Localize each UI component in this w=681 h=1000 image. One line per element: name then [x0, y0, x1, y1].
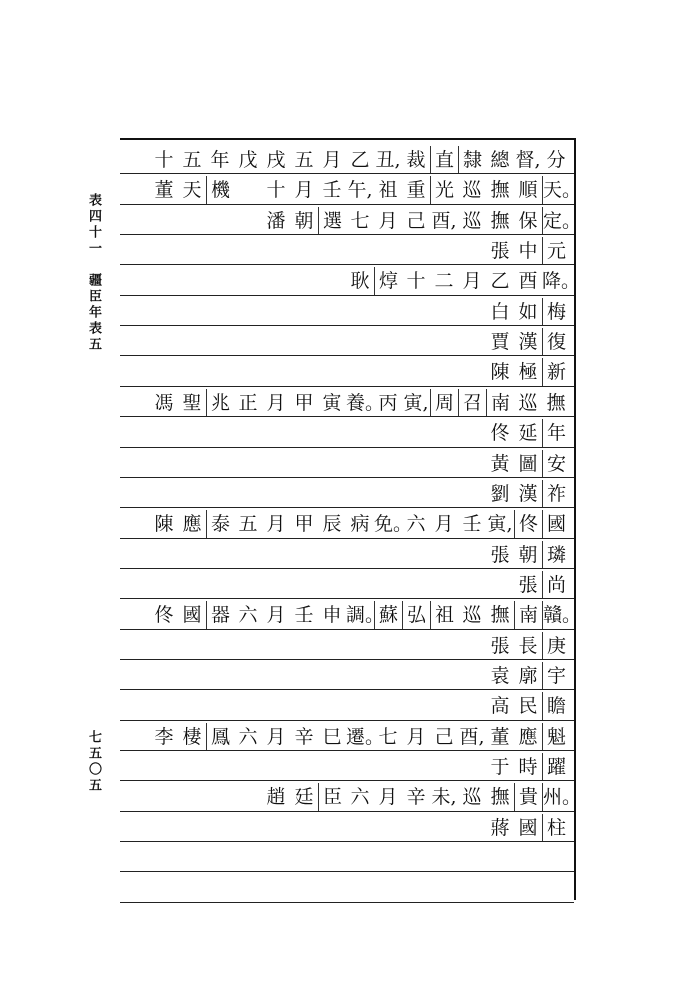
- row-char: 撫: [490, 209, 510, 232]
- row-char: 壬: [294, 604, 314, 627]
- row-char: 召: [458, 389, 486, 417]
- row-char: 酉,: [459, 725, 485, 748]
- table-row: [120, 388, 570, 418]
- table-row: [120, 145, 570, 175]
- table-row: [120, 540, 570, 570]
- row-char: 選: [318, 207, 346, 235]
- row-char: 隸: [458, 146, 486, 174]
- row-char: 庚: [542, 632, 570, 660]
- row-rule: [120, 355, 574, 356]
- row-char: 巡: [462, 604, 482, 627]
- row-char: 十: [406, 270, 426, 293]
- row-char: 器: [206, 601, 234, 629]
- row-char: 六: [238, 604, 258, 627]
- row-char: 免。: [374, 513, 413, 536]
- row-char: 遷。: [346, 725, 385, 748]
- row-char: 巡: [462, 786, 482, 809]
- row-char: 總: [490, 149, 510, 171]
- row-char: 寅,: [403, 391, 429, 414]
- row-char: 寅: [322, 391, 342, 414]
- row-char: 月: [266, 725, 286, 748]
- row-char: 保: [518, 209, 538, 232]
- row-rule: [120, 871, 574, 872]
- row-char: 劉: [490, 482, 510, 505]
- row-char: 復: [542, 328, 570, 356]
- row-char: 五: [238, 513, 258, 536]
- row-char: 于: [490, 756, 510, 778]
- table-row: [120, 570, 570, 600]
- row-char: 天: [182, 179, 202, 202]
- row-char: 民: [518, 695, 538, 718]
- row-char: 戌: [266, 149, 286, 171]
- table-row: [120, 631, 570, 661]
- row-rule: [120, 811, 574, 812]
- row-char: 陳: [490, 361, 510, 384]
- row-char: 時: [518, 756, 538, 778]
- row-char: 漢: [518, 331, 538, 354]
- row-char: 壬: [322, 179, 342, 202]
- row-char: 辛: [294, 725, 314, 748]
- row-char: 中: [518, 240, 538, 263]
- row-rule: [120, 902, 574, 903]
- row-char: 病: [350, 513, 370, 536]
- table-row: [120, 661, 570, 691]
- row-char: 佟: [490, 422, 510, 445]
- row-rule: [120, 841, 574, 842]
- row-char: 尚: [542, 571, 570, 599]
- row-char: 董: [154, 179, 174, 202]
- row-char: 贛。: [542, 601, 570, 629]
- row-rule: [120, 295, 574, 296]
- row-char: 臣: [318, 783, 346, 811]
- table-row: [120, 843, 570, 873]
- row-char: 趙: [266, 786, 286, 809]
- row-rule: [120, 598, 574, 599]
- table-row: [120, 418, 570, 448]
- table-row: [120, 206, 582, 236]
- row-char: 月: [294, 179, 314, 202]
- row-char: 月: [378, 786, 398, 809]
- row-char: 巡: [462, 209, 482, 232]
- row-char: 撫: [490, 786, 510, 809]
- table-row: [120, 600, 582, 630]
- row-char: 降。: [542, 270, 581, 293]
- row-char: 新: [542, 358, 570, 386]
- row-char: 梅: [542, 298, 570, 326]
- table-row: [120, 509, 570, 539]
- row-rule: [120, 689, 574, 690]
- row-char: 南: [486, 389, 514, 417]
- row-char: 周: [430, 389, 458, 417]
- row-char: 十: [154, 149, 174, 171]
- row-char: 廷: [294, 786, 314, 809]
- row-char: 月: [462, 270, 482, 293]
- row-char: 焞: [374, 267, 402, 295]
- row-rule: [120, 568, 574, 569]
- row-char: 陳: [154, 513, 174, 536]
- row-char: 正: [238, 391, 258, 414]
- row-char: 辰: [322, 513, 342, 536]
- row-char: 國: [182, 604, 202, 627]
- row-char: 養。: [346, 391, 385, 414]
- row-char: 重: [406, 179, 426, 202]
- row-char: 張: [518, 573, 538, 596]
- row-char: 己: [406, 209, 426, 232]
- row-char: 督,: [515, 149, 541, 171]
- table-row: [120, 297, 570, 327]
- table-row: [120, 479, 570, 509]
- row-char: 撫: [546, 391, 566, 414]
- row-char: 二: [434, 270, 454, 293]
- row-char: 祚: [542, 480, 570, 508]
- row-char: 鳳: [206, 723, 234, 751]
- row-char: 六: [406, 513, 426, 536]
- row-char: 祖: [430, 601, 458, 629]
- row-char: 調。: [346, 604, 385, 627]
- margin-title: 表四十一 疆臣年表五: [86, 193, 101, 353]
- row-char: 張: [490, 240, 510, 263]
- table-row: [120, 175, 582, 205]
- row-char: 丑,: [375, 149, 401, 171]
- row-char: 戊: [238, 149, 258, 171]
- row-char: 月: [434, 513, 454, 536]
- row-char: 乙: [490, 270, 510, 293]
- row-char: 甲: [294, 391, 314, 414]
- row-char: 十: [266, 179, 286, 202]
- row-char: 躍: [542, 753, 570, 781]
- row-rule: [120, 538, 574, 539]
- row-char: 分: [546, 149, 566, 171]
- row-char: 兆: [206, 389, 234, 417]
- row-char: 定。: [542, 207, 570, 235]
- row-char: 圖: [518, 452, 538, 475]
- row-char: 七: [378, 725, 398, 748]
- row-char: 朝: [518, 543, 538, 566]
- row-char: 安: [542, 450, 570, 478]
- row-rule: [120, 173, 574, 174]
- row-char: 機: [206, 176, 234, 204]
- row-rule: [120, 204, 574, 205]
- row-char: 乙: [350, 149, 370, 171]
- row-char: 巳: [322, 725, 342, 748]
- row-rule: [120, 325, 574, 326]
- row-char: 瞻: [542, 692, 570, 720]
- row-char: 泰: [206, 510, 234, 538]
- row-char: 裁: [406, 149, 426, 171]
- row-rule: [120, 234, 574, 235]
- row-char: 聖: [182, 391, 202, 414]
- row-char: 年: [210, 149, 230, 171]
- row-char: 應: [518, 725, 538, 748]
- row-char: 長: [518, 634, 538, 657]
- row-char: 應: [182, 513, 202, 536]
- row-rule: [120, 659, 574, 660]
- row-rule: [120, 780, 574, 781]
- row-char: 漢: [518, 482, 538, 505]
- table-row: [120, 813, 570, 843]
- table-row: [120, 236, 570, 266]
- row-char: 佟: [154, 604, 174, 627]
- row-char: 酉: [518, 270, 538, 293]
- row-char: 光: [430, 176, 458, 204]
- row-char: 元: [542, 237, 570, 265]
- row-char: 年: [542, 419, 570, 447]
- row-char: 辛: [406, 786, 426, 809]
- table-row: [120, 752, 570, 782]
- row-char: 月: [266, 391, 286, 414]
- register-table: [120, 138, 582, 900]
- row-char: 李: [154, 725, 174, 748]
- row-char: 七: [350, 209, 370, 232]
- row-char: 五: [182, 149, 202, 171]
- table-row: [120, 873, 570, 903]
- row-char: 酉,: [431, 209, 457, 232]
- row-char: 午,: [347, 179, 373, 202]
- row-rule: [120, 629, 574, 630]
- row-char: 月: [266, 604, 286, 627]
- row-char: 白: [490, 300, 510, 323]
- row-char: 貴: [514, 783, 542, 811]
- row-rule: [120, 264, 574, 265]
- page-number: 七五〇五: [86, 730, 101, 794]
- table-row: [120, 722, 570, 752]
- row-char: 廓: [518, 664, 538, 687]
- row-char: 己: [434, 725, 454, 748]
- row-char: 如: [518, 300, 538, 323]
- row-rule: [120, 416, 574, 417]
- row-char: 六: [350, 786, 370, 809]
- row-char: 撫: [490, 179, 510, 202]
- row-char: 極: [518, 361, 538, 384]
- row-char: 朝: [294, 209, 314, 232]
- row-char: 耿: [350, 270, 370, 293]
- row-rule: [120, 507, 574, 508]
- row-char: 天。: [542, 176, 570, 204]
- row-char: 六: [238, 725, 258, 748]
- row-char: 佟: [514, 510, 542, 538]
- row-char: 巡: [518, 391, 538, 414]
- row-char: 丙: [378, 391, 398, 414]
- row-rule: [120, 750, 574, 751]
- row-char: 申: [322, 604, 342, 627]
- row-char: 未,: [431, 786, 457, 809]
- row-rule: [120, 386, 574, 387]
- table-row: [120, 327, 570, 357]
- row-char: 弘: [402, 601, 430, 629]
- row-rule: [120, 477, 574, 478]
- row-char: 張: [490, 634, 510, 657]
- table-row: [120, 782, 582, 812]
- row-char: 柱: [542, 814, 570, 842]
- row-char: 月: [322, 149, 342, 171]
- row-char: 宇: [542, 662, 570, 690]
- row-char: 州。: [542, 783, 570, 811]
- row-char: 南: [514, 601, 542, 629]
- row-char: 董: [490, 725, 510, 748]
- row-rule: [120, 447, 574, 448]
- row-char: 魁: [542, 723, 570, 751]
- row-char: 壬: [462, 513, 482, 536]
- table-row: [120, 691, 570, 721]
- row-char: 寅,: [487, 513, 513, 536]
- row-char: 璘: [542, 541, 570, 569]
- row-char: 延: [518, 422, 538, 445]
- row-char: 五: [294, 149, 314, 171]
- table-row: [120, 266, 581, 296]
- row-char: 順: [518, 179, 538, 202]
- row-char: 蘇: [374, 601, 402, 629]
- row-char: 黃: [490, 452, 510, 475]
- row-char: 袁: [490, 664, 510, 687]
- row-char: 國: [542, 510, 570, 538]
- row-char: 高: [490, 695, 510, 718]
- row-char: 月: [378, 209, 398, 232]
- row-char: 祖: [378, 179, 398, 202]
- row-char: 撫: [490, 604, 510, 627]
- row-char: [234, 176, 262, 204]
- row-char: 直: [430, 146, 458, 174]
- table-row: [120, 449, 570, 479]
- row-char: 賈: [490, 331, 510, 354]
- row-char: 巡: [462, 179, 482, 202]
- row-char: 蔣: [490, 816, 510, 839]
- row-char: 月: [266, 513, 286, 536]
- table-row: [120, 357, 570, 387]
- row-char: 馮: [154, 391, 174, 414]
- row-char: 甲: [294, 513, 314, 536]
- row-char: 月: [406, 725, 426, 748]
- row-char: 國: [518, 816, 538, 839]
- row-rule: [120, 720, 574, 721]
- row-char: 張: [490, 543, 510, 566]
- row-char: 潘: [266, 209, 286, 232]
- row-char: 棲: [182, 725, 202, 748]
